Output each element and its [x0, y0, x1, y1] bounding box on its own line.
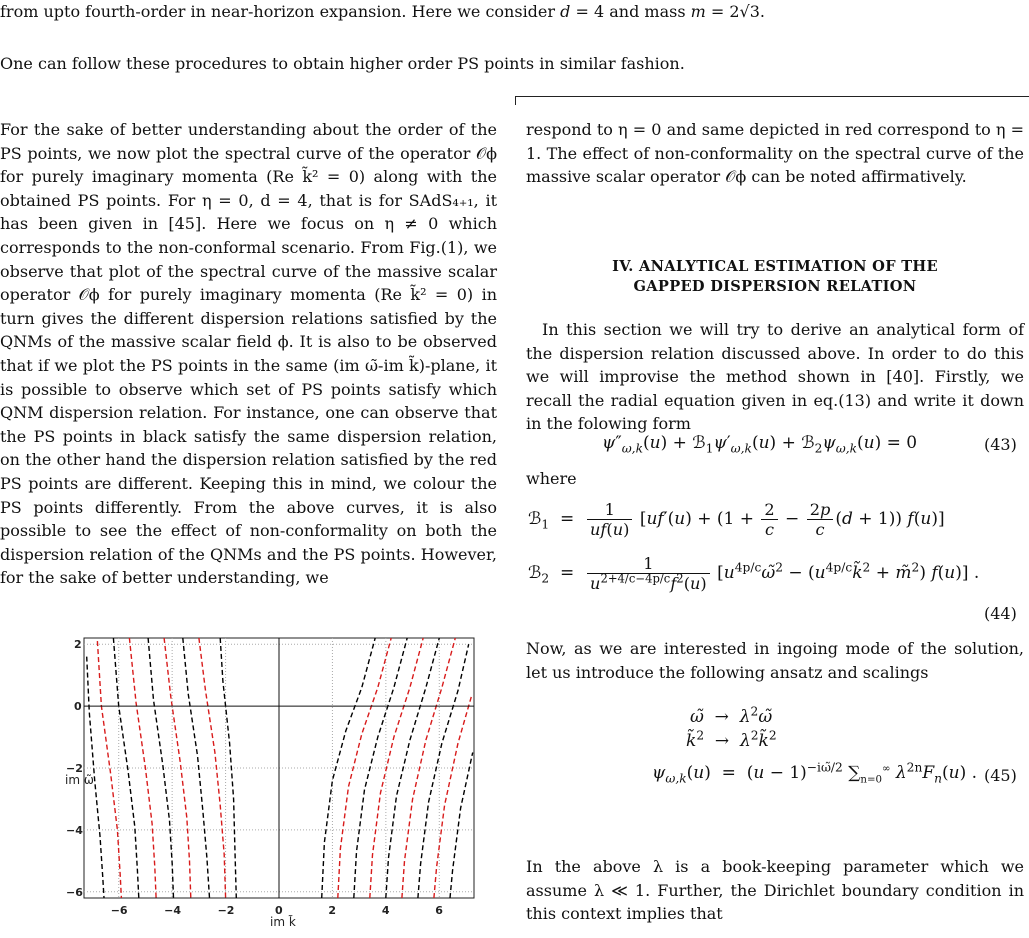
spectral-curve-chart [0, 630, 500, 935]
series-curve-17 [450, 753, 473, 899]
x-tick-label: 4 [381, 904, 390, 917]
equation-44-b2: ℬ$_2$ = $\frac{1}{u^{2+4/c-4p/c}f^2(u)}$ [$u^{4p/c}\omegã^2$ − ($u^{4p/c}k̃^2$ + m̃$^2$) f(u)] . [528, 554, 980, 593]
series-curve-5 [129, 638, 156, 898]
x-tick-label: 0 [275, 904, 283, 917]
x-tick-label: −4 [164, 904, 182, 917]
x-tick-label: 6 [435, 904, 443, 917]
y-tick-label: −2 [66, 762, 83, 775]
section-title-line1: IV. ANALYTICAL ESTIMATION OF THE [612, 258, 938, 275]
x-axis-label: im k̃ [270, 915, 296, 929]
equation-44-number: (44) [984, 604, 1017, 623]
x-tick-label: 2 [328, 904, 337, 917]
equation-43-number: (43) [984, 435, 1017, 454]
figure-caption-tail: from upto fourth-order in near-horizon expansion. Here we consider d = 4 and mass m = 2√3. [0, 2, 765, 21]
y-axis-label: im ω̃ [65, 773, 94, 787]
equation-44-b1: ℬ$_1$ = $\frac{1}{uf(u)}$ [uf′(u) + (1 + $\frac{2}{c}$ − $\frac{2p}{c}$ (d + 1)) f(u)] [528, 500, 945, 539]
x-tick-label: −2 [217, 904, 235, 917]
left-paragraph: For the sake of better understanding about the order of the PS points, we now plot the spectral curve of the operator 𝒪ϕ for purely imaginary momenta (Re k̃² = 0) along with the obtained PS points. For η = 0, d = 4, that is for SAdS₄₊₁, it has been given in [45]. Here we focus on η ≠ 0 which corresponds to the non-conformal scenario. From Fig.(1), we observe that plot of the spectral curve of the massive scalar operator 𝒪ϕ for purely imaginary momenta (Re k̃² = 0) in turn gives the different dispersion relations satisfied by the QNMs of the massive scalar field ϕ. It is also to be observed that if we plot the PS points in the same (im ω̃-im k̃)-plane, it is possible to observe which set of PS points satisfy which QNM dispersion relation. For instance, one can observe that the PS points in black satisfy the same dispersion relation, on the other hand the dispersion relation satisfied by the red PS points are different. Keeping this in mind, we colour the PS points differently. From the above curves, it is also possible to see the effect of non-conformality on both the dispersion relation of the QNMs and the PS points. However, for the sake of better understanding, we [0, 120, 497, 588]
y-tick-label: 2 [74, 638, 82, 652]
follow-line: One can follow these procedures to obtain higher order PS points in similar fashion. [0, 54, 685, 73]
column-rule-tick [515, 96, 516, 105]
y-tick-label: 0 [74, 700, 82, 714]
x-tick-label: −6 [110, 904, 128, 917]
right-paragraph-4: In the above λ is a book-keeping parameter which we assume λ ≪ 1. Further, the Dirichlet boundary condition in this context implies that [526, 857, 1024, 924]
y-tick-label: −4 [66, 823, 83, 837]
column-rule [515, 96, 1029, 97]
right-paragraph-2: In this section we will try to derive an analytical form of the dispersion relation discussed above. In order to do this we will improvise the method shown in [40]. Firstly, we recall the radial equation given in eq.(13) and write it down in the folowing form [526, 320, 1024, 434]
where-text: where [526, 469, 577, 488]
equation-43: $\psi''_{\omega,k}(u)$ + $ℬ_1\psi'_{\omega,k}(u)$ + $ℬ_2\psi_{\omega,k}(u) = 0$ [602, 433, 918, 456]
equation-45: ω̃ → $\lambda^2\omegã$ k̃$^2$ → $\lambda^2k̃^2$ $\psi_{\omega,k}(u) = (u - 1)^{-i\omegã/2}$ $\sum_{n=0}^\infty$ $\lambda^{2n}F_n(u)$ . [652, 704, 978, 786]
series-curve-1 [199, 638, 226, 898]
y-tick-label: −6 [66, 885, 83, 899]
section-title-line2: GAPPED DISPERSION RELATION [633, 278, 917, 295]
right-paragraph-1: respond to η = 0 and same depicted in red correspond to η = 1. The effect of non-conformality on the spectral curve of the massive scalar operator 𝒪ϕ can be noted affirmatively. [526, 120, 1024, 187]
equation-45-number: (45) [984, 766, 1017, 785]
series-curve-4 [148, 638, 173, 898]
section-title [526, 257, 1024, 297]
right-paragraph-3: Now, as we are interested in ingoing mode of the solution, let us introduce the following ansatz and scalings [526, 639, 1024, 682]
